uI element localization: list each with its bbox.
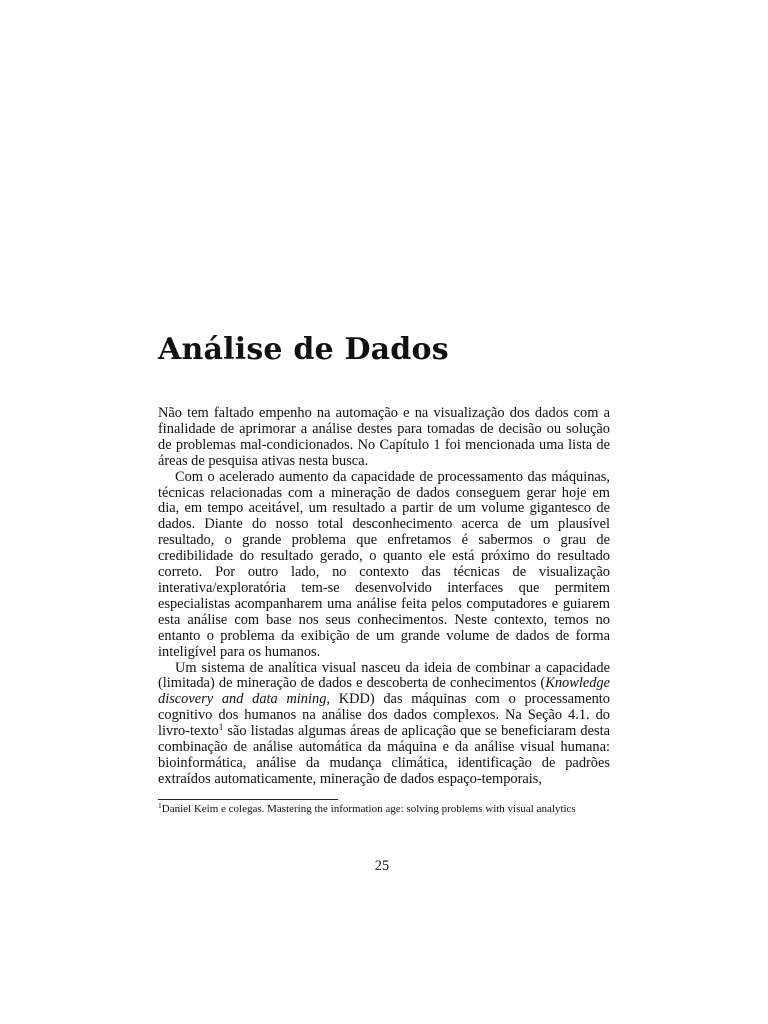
footnote-text: Daniel Keim e colegas. Mastering the information age: solving problems with visual analytics bbox=[161, 803, 576, 815]
footnote-mark: 1 bbox=[158, 801, 162, 810]
paragraph-2: Com o acelerado aumento da capacidade de processamento das máquinas, técnicas relacionadas com a mineração de dados conseguem gerar hoje em dia, em tempo aceitável, um resultado a partir de um volume gigantesco de dados. Diante do nosso total desconhecimento acerca de um plausível resultado, o grande problema que enfretamos é sabermos o grau de credibilidade do resultado gerado, o quanto ele está próximo do resultado correto. Por outro lado, no contexto das técnicas de visualização interativa/exploratória tem-se desenvolvido interfaces que permitem especialistas acompanharem uma análise feita pelos computadores e guiarem esta análise com base nos seus conhecimentos. Neste contexto, temos no entanto o problema da exibição de um grande volume de dados de forma inteligível para os humanos. bbox=[158, 468, 610, 660]
footnote-reference[interactable]: 1 bbox=[218, 722, 224, 733]
paragraph-3-text-a: Um sistema de analítica visual nasceu da ideia de combinar a capacidade (limitada) de mineração de dados e descoberta de conhecimentos ( bbox=[158, 659, 610, 692]
page-number: 25 bbox=[374, 858, 390, 874]
footnote-divider bbox=[158, 799, 338, 800]
paragraph-3 bbox=[158, 661, 610, 788]
chapter-title: Análise de Dados bbox=[158, 332, 449, 367]
paragraph-3-text-b: , KDD) das máquinas com o processamento cognitivo dos humanos na análise dos dados complexos. Na Seção 4.1. do livro-texto bbox=[158, 691, 610, 740]
footnote bbox=[158, 802, 610, 816]
paragraph-1: Não tem faltado empenho na automação e na visualização dos dados com a finalidade de aprimorar a análise destes para tomadas de decisão ou solução de problemas mal-condicionados. No Capítulo 1 foi mencionada uma lista de áreas de pesquisa ativas nesta busca. bbox=[158, 405, 610, 469]
body-text bbox=[158, 406, 610, 788]
kdd-term: Knowledge discovery and data mining bbox=[158, 675, 610, 708]
paragraph-3-text-c: são listadas algumas áreas de aplicação que se beneficiaram desta combinação de análise automática da máquina e da análise visual humana: bioinformática, análise da mudança climática, identificação de padrões extraídos automaticamente, mineração de dados espaço-temporais, bbox=[158, 723, 610, 787]
